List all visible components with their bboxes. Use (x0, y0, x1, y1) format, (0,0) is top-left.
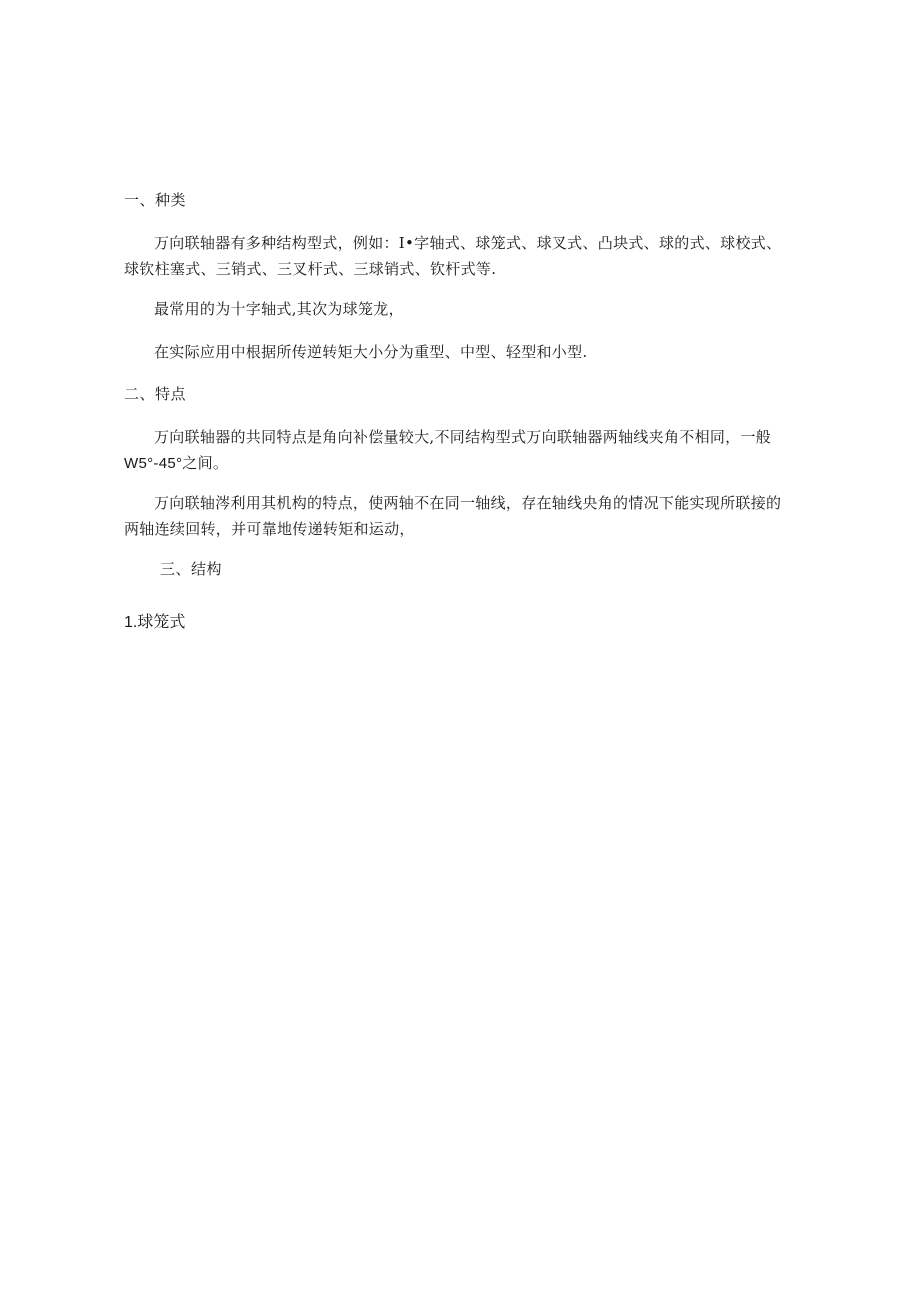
paragraph-common-features-text: 万向联轴器的共同特点是角向补偿量较大,不同结构型式万向联轴器两轴线夹角不相同，一般 (154, 428, 772, 446)
subheading-ball-cage (124, 609, 185, 632)
paragraph-types-list: 万向联轴器有多种结构型式，例如：I•字轴式、球笼式、球叉式、凸块式、球的式、球校式、球钦柱塞式、三销式、三叉杆式、三球销式、钦杆式等. (124, 234, 782, 278)
angle-range-value: W5°-45° (124, 455, 183, 472)
paragraph-most-common: 最常用的为十字轴式,其次为球笼龙， (154, 300, 404, 318)
paragraph-common-features (124, 424, 796, 477)
paragraph-common-features-end: 之间。 (182, 454, 229, 472)
paragraph-classification: 在实际应用中根据所传逆转矩大小分为重型、中型、轻型和小型. (154, 343, 588, 361)
paragraph-mechanism: 万向联轴涔利用其机构的特点，使两轴不在同一轴线，存在轴线央角的情况下能实现所联接的两轴连续回转，并可靠地传递转矩和运动， (124, 494, 782, 538)
section-heading-features: 二、特点 (124, 385, 187, 403)
subheading-text: 球笼式 (137, 612, 186, 631)
section-heading-structure: 三、结构 (160, 560, 223, 578)
subheading-number: 1. (124, 614, 138, 631)
section-heading-types: 一、种类 (124, 191, 187, 209)
